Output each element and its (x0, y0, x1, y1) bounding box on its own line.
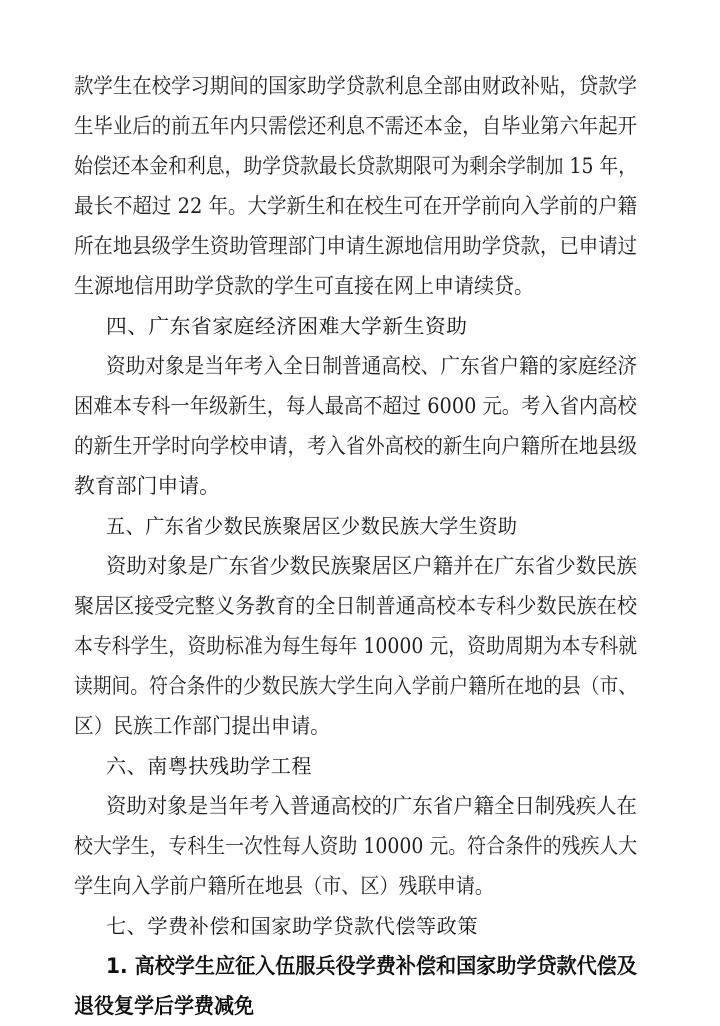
paragraph-line: 的新生开学时向学校申请，考入省外高校的新生向户籍所在地县级 (74, 434, 638, 458)
paragraph-line: 读期间。符合条件的少数民族大学生向入学前户籍所在地的县（市、 (74, 674, 638, 698)
paragraph-line: 困难本专科一年级新生，每人最高不超过 6000 元。考入省内高校 (74, 394, 637, 418)
subsection-heading-1: 1. 高校学生应征入伍服兵役学费补偿和国家助学贷款代偿及 (106, 954, 637, 978)
paragraph-line: 本专科学生，资助标准为每生每年 10000 元，资助周期为本专科就 (74, 634, 638, 658)
paragraph-line: 校大学生，专科生一次性每人资助 10000 元。符合条件的残疾人大 (74, 834, 638, 858)
section-heading-5: 五、广东省少数民族聚居区少数民族大学生资助 (106, 514, 518, 538)
paragraph-line: 区）民族工作部门提出申请。 (74, 714, 330, 738)
paragraph-line: 最长不超过 22 年。大学新生和在校生可在开学前向入学前的户籍 (74, 194, 638, 218)
section-heading-4: 四、广东省家庭经济困难大学新生资助 (106, 314, 468, 338)
paragraph-line: 教育部门申请。 (74, 474, 221, 498)
paragraph-line: 生源地信用助学贷款的学生可直接在网上申请续贷。 (74, 274, 535, 298)
section-heading-7: 七、学费补偿和国家助学贷款代偿等政策 (106, 914, 478, 938)
paragraph-line: 聚居区接受完整义务教育的全日制普通高校本专科少数民族在校 (74, 594, 638, 618)
paragraph-line: 资助对象是当年考入普通高校的广东省户籍全日制残疾人在 (106, 794, 637, 818)
paragraph-line: 所在地县级学生资助管理部门申请生源地信用助学贷款，已申请过 (74, 234, 638, 258)
paragraph-line: 生毕业后的前五年内只需偿还利息不需还本金，自毕业第六年起开 (74, 114, 638, 138)
section-heading-6: 六、南粤扶残助学工程 (106, 754, 313, 778)
subsection-heading-1-cont: 退役复学后学费减免 (74, 994, 255, 1018)
paragraph-line: 资助对象是当年考入全日制普通高校、广东省户籍的家庭经济 (106, 354, 637, 378)
paragraph-line: 资助对象是广东省少数民族聚居区户籍并在广东省少数民族 (106, 554, 637, 578)
paragraph-line: 款学生在校学习期间的国家助学贷款利息全部由财政补贴，贷款学 (74, 74, 638, 98)
paragraph-line: 始偿还本金和利息，助学贷款最长贷款期限可为剩余学制加 15 年， (74, 154, 638, 178)
paragraph-line: 学生向入学前户籍所在地县（市、区）残联申请。 (74, 874, 495, 898)
